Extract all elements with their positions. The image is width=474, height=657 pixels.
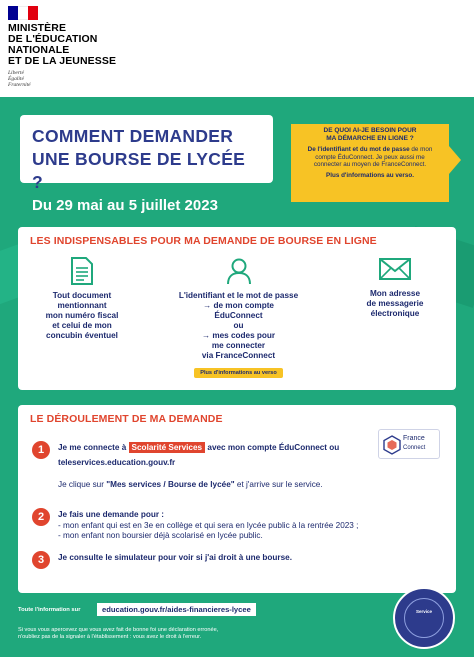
- essentials-card: [18, 227, 456, 390]
- step-number: 2: [32, 508, 50, 526]
- footer-note: Si vous vous apercevez que vous avez fait de bonne foi une déclaration erronée, n'oubliez pas de la signaler à l'établissement : vous avez le droit à l'erreur.: [18, 627, 219, 640]
- franceconnect-logo: France Connect: [378, 429, 440, 459]
- page-title: COMMENT DEMANDER UNE BOURSE DE LYCÉE ?: [20, 115, 273, 183]
- footer-url-link[interactable]: education.gouv.fr/aides-financieres-lycee: [97, 603, 256, 616]
- french-flag-icon: [8, 6, 38, 20]
- footer-info-label: Toute l'information sur: [18, 607, 81, 613]
- info-callout: DE QUOI AI-JE BESOIN POUR MA DÉMARCHE EN LIGNE ? De l'identifiant et du mot de passe de mon compte ÉduConnect. Je peux aussi me connecter au moyen de FranceConnect. Plus d'informations au verso.: [291, 124, 449, 202]
- campaign-dates: Du 29 mai au 5 juillet 2023: [32, 197, 218, 214]
- poster: [0, 97, 474, 657]
- procedure-title: LE DÉROULEMENT DE MA DEMANDE: [30, 413, 223, 425]
- more-info-badge: Plus d'informations au verso: [194, 368, 283, 378]
- essentials-tax-document: Tout document mentionnant mon numéro fiscal et celui de mon concubin éventuel: [26, 257, 138, 341]
- document-icon: [70, 257, 94, 285]
- ministry-name: MINISTÈRE DE L'ÉDUCATION NATIONALE ET DE LA JEUNESSE: [8, 22, 117, 67]
- step-number: 3: [32, 551, 50, 569]
- ministry-motto: Liberté Égalité Fraternité: [8, 70, 31, 88]
- franceconnect-icon: [383, 435, 401, 455]
- essentials-credentials: L'identifiant et le mot de passe → de mon compte ÉduConnect ou → mes codes pour me connecter via FranceConnect Plus d'informations au verso: [156, 257, 321, 379]
- scolarite-services-link[interactable]: Scolarité Services: [129, 442, 206, 453]
- step-number: 1: [32, 441, 50, 459]
- user-icon: [226, 257, 252, 285]
- procedure-card: LE DÉROULEMENT DE MA DEMANDE 1 Je me connecte à Scolarité Services avec mon compte ÉduConnect ou teleservices.education.gouv.fr Je clique sur "Mes services / Bourse de lycée" et j'arrive sur le service. France Connect 2 Je fais une demande pour : - mon enfant qui est en 3e en collège et qui sera en lycée public à la rentrée 2023 ; - mon enfant non boursier déjà scolarisé en lycée public. 3 Je consulte le simulateur pour voir si j'ai droit à une bourse.: [18, 405, 456, 593]
- essentials-title: LES INDISPENSABLES POUR MA DEMANDE DE BOURSE EN LIGNE: [30, 235, 377, 247]
- envelope-icon: [379, 257, 411, 281]
- service-seal-icon: Service: [393, 587, 455, 649]
- teleservices-url[interactable]: teleservices.education.gouv.fr: [58, 457, 176, 467]
- ministry-logo: [8, 6, 148, 88]
- essentials-email: Mon adresse de messagerie électronique: [336, 257, 454, 319]
